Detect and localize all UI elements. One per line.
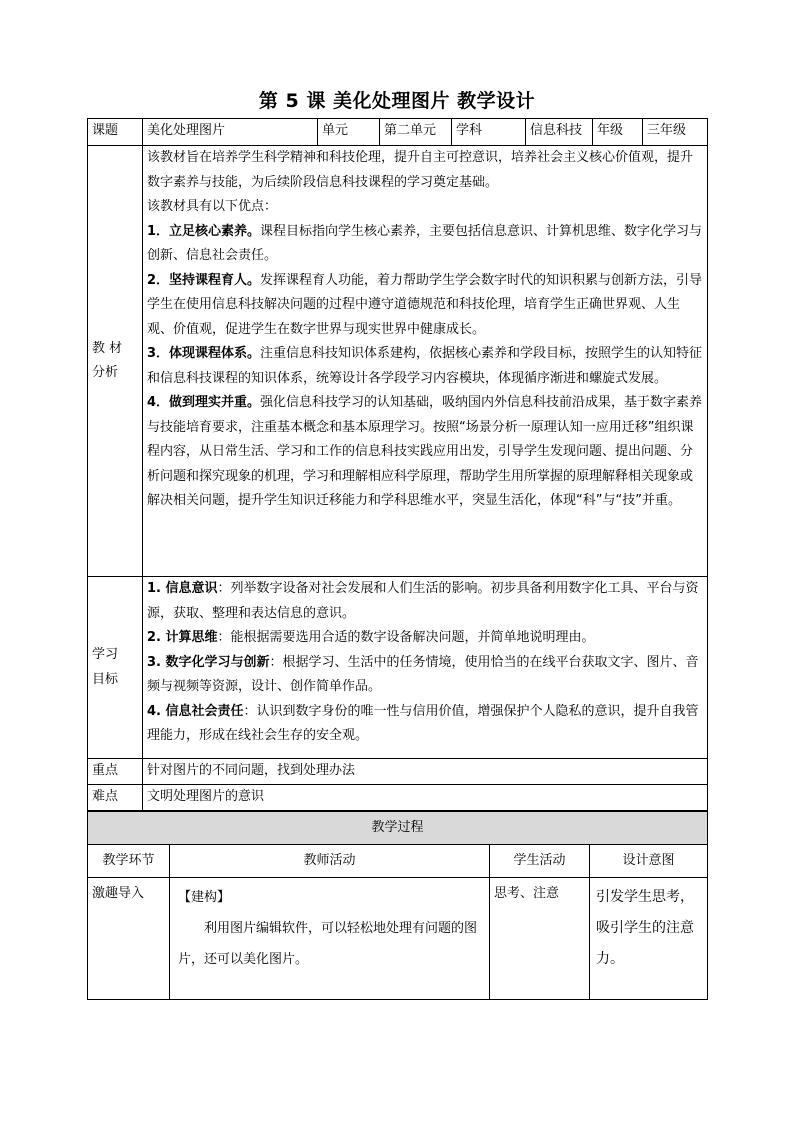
goal-item [147,700,703,749]
goal-item [147,626,703,651]
process-stage: 激趣导入 [88,878,170,1000]
goal-text: ：根据学习、生活中的任务情境，使用恰当的在线平台获取文字、图片、音频与视频等资源，设计、创作简单作品。 [147,654,699,694]
goal-heading: 2. 计算思维 [147,630,218,645]
subject-value: 信息科技 [526,119,593,146]
topic-label: 课题 [88,119,143,146]
column-header-teacher: 教师活动 [170,845,490,878]
goal-text: ：列举数字设备对社会发展和人们生活的影响。初步具备利用数字化工具、平台与资源，获取、整理和表达信息的意识。 [147,581,699,621]
process-teacher-activity [170,878,490,1000]
column-header-intent: 设计意图 [590,845,708,878]
process-heading: 教学过程 [88,812,708,845]
goal-heading: 3. 数字化学习与创新 [147,654,270,670]
analysis-point-text: 强化信息科技学习的认知基础，吸纳国内外信息科技前沿成果，基于数字素养与技能培育要求，注重基本概念和基本原理学习。按照“场景分析一原理认知一应用迁移”组织课程内容，从日常生活、学习和工作的信息科技实践应用出发，引导学生发现问题、提出问题、分析问题和探究现象的机理，学习和理解相应科学原理，帮助学生用所掌握的原理解释相关现象或解决相关问题，提升学生知识迁移能力和学科思维水平，突显生活化，体现“科”与“技”并重。 [147,395,703,508]
analysis-point [147,220,703,269]
goals-label [88,577,143,759]
analysis-point-heading: 1．立足核心素养。 [147,223,261,239]
topic-value: 美化处理图片 [143,119,318,146]
analysis-point-heading: 4．做到理实并重。 [147,395,261,410]
goals-label-line2: 目标 [92,671,119,687]
analysis-point-text: 发挥课程育人功能，着力帮助学生学会数字时代的知识积累与创新方法，引导学生在使用信息科技解决问题的过程中遵守道德规范和科技伦理，培育学生正确世界观、人生观、价值观，促进学生在数字世界与现实世界中健康成长。 [147,272,703,337]
goals-content [143,577,708,759]
teaching-process-table [87,811,708,1000]
goal-heading: 4. 信息社会责任 [147,703,244,719]
analysis-label [88,146,143,577]
goal-text: ：认识到数字身份的唯一性与信用价值，增强保护个人隐私的意识，提升自我管理能力，形成在线社会生存的安全观。 [147,703,699,743]
goals-label-line1: 学习 [92,647,119,662]
analysis-point [147,342,703,391]
analysis-content [143,146,708,577]
process-intent: 引发学生思考，吸引学生的注意力。 [590,878,708,1000]
analysis-point-text: 注重信息科技知识体系建构，依据核心素养和学段目标，按照学生的认知特征和信息科技课程的知识体系，统筹设计各学段学习内容模块，体现循序渐进和螺旋式发展。 [147,346,703,386]
column-header-student: 学生活动 [490,845,590,878]
analysis-advantages-intro: 该教材具有以下优点： [147,199,278,214]
grade-value: 三年级 [643,119,708,146]
analysis-label-line1: 教 材 [92,340,123,356]
analysis-point-text: 课程目标指向学生核心素养，主要包括信息意识、计算机思维、数字化学习与创新、信息社会责任。 [147,223,703,263]
process-student-activity: 思考、注意 [490,878,590,1000]
analysis-intro: 该教材旨在培养学生科学精神和科技伦理，提升自主可控意识，培养社会主义核心价值观，提升数字素养与技能，为后续阶段信息科技课程的学习奠定基础。 [147,150,694,190]
grade-label: 年级 [593,119,643,146]
unit-label: 单元 [318,119,380,146]
page-title: 第 5 课 美化处理图片 教学设计 [258,90,536,112]
key-point-value: 针对图片的不同问题，找到处理办法 [143,759,708,785]
analysis-label-line2: 分析 [92,365,119,380]
difficulty-value: 文明处理图片的意识 [143,785,708,811]
column-header-stage: 教学环节 [88,845,170,878]
analysis-point [147,391,703,514]
unit-value: 第二单元 [380,119,452,146]
goal-item [147,651,703,700]
table-row [88,878,708,1000]
teacher-text: 利用图片编辑软件，可以轻松地处理有问题的图片，还可以美化图片。 [178,921,478,967]
subject-label: 学科 [452,119,526,146]
teacher-tag: 【建构】 [178,890,231,905]
difficulty-label: 难点 [88,785,143,811]
key-point-label: 重点 [88,759,143,785]
analysis-point-heading: 3．体现课程体系。 [147,346,261,361]
goal-text: ：能根据需要选用合适的数字设备解决问题，并简单地说明理由。 [217,630,595,645]
lesson-info-table [87,118,708,811]
analysis-point [147,269,703,343]
goal-item [147,577,703,626]
goal-heading: 1. 信息意识 [147,581,218,596]
analysis-point-heading: 2．坚持课程育人。 [147,272,261,288]
